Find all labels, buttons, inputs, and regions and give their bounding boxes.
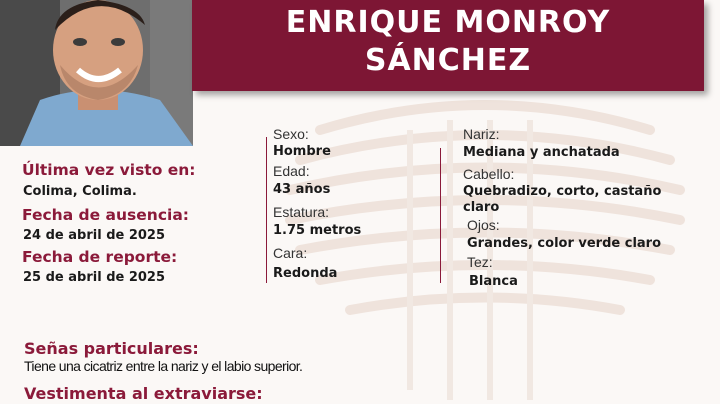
report-date-value: 25 de abril de 2025 — [23, 270, 166, 285]
person-name-line2: SÁNCHEZ — [364, 43, 532, 78]
nariz-value: Mediana y anchatada — [463, 145, 620, 160]
last-seen-value: Colima, Colima. — [23, 184, 137, 199]
sexo-label: Sexo: — [273, 126, 309, 142]
edad-label: Edad: — [273, 163, 310, 179]
name-banner — [192, 0, 704, 91]
sexo-value: Hombre — [273, 144, 331, 159]
absence-date-label: Fecha de ausencia: — [22, 206, 189, 224]
absence-date-value: 24 de abril de 2025 — [23, 228, 166, 243]
senas-label: Señas particulares: — [24, 339, 199, 358]
last-seen-label: Última vez visto en: — [22, 161, 196, 179]
cabello-label: Cabello: — [463, 166, 515, 182]
divider-left — [266, 137, 267, 283]
cabello-value-line2: claro — [463, 200, 500, 215]
estatura-value: 1.75 metros — [273, 223, 362, 238]
estatura-label: Estatura: — [273, 204, 330, 220]
tez-label: Tez: — [467, 254, 493, 270]
ojos-value: Grandes, color verde claro — [467, 236, 662, 251]
ojos-label: Ojos: — [467, 217, 500, 233]
cara-label: Cara: — [273, 245, 308, 261]
person-photo — [0, 0, 193, 146]
person-name-line1: ENRIQUE MONROY — [285, 5, 611, 40]
nariz-label: Nariz: — [463, 126, 500, 142]
senas-value: Tiene una cicatriz entre la nariz y el labio superior. — [24, 358, 303, 374]
report-date-label: Fecha de reporte: — [22, 248, 178, 266]
edad-value: 43 años — [273, 182, 331, 197]
cara-value: Redonda — [273, 266, 338, 281]
cabello-value-line1: Quebradizo, corto, castaño — [463, 184, 662, 199]
divider-right — [440, 148, 441, 283]
vestimenta-label: Vestimenta al extraviarse: — [24, 384, 263, 403]
tez-value: Blanca — [469, 274, 518, 289]
person-photo-illustration — [0, 0, 193, 146]
